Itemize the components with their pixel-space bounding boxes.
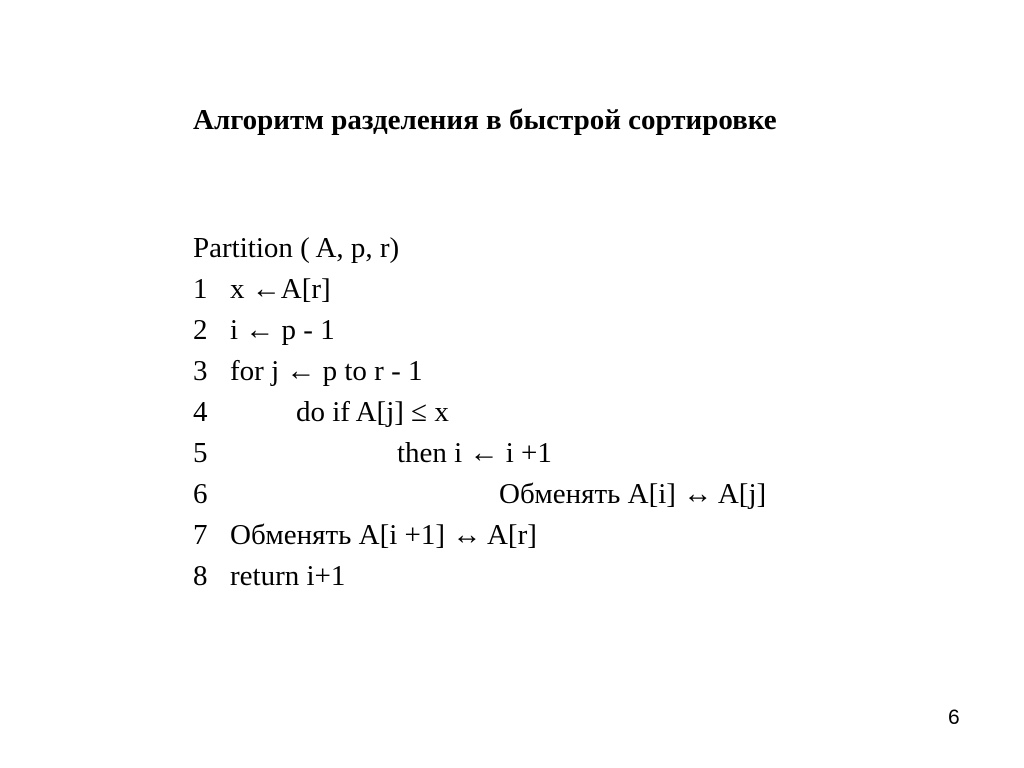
line-number: 4 bbox=[193, 396, 208, 428]
function-signature: Partition ( A, p, r) bbox=[193, 232, 400, 264]
line-text: for j ← p to r - 1 bbox=[230, 355, 423, 387]
code-line-7 bbox=[193, 515, 537, 556]
code-line-6 bbox=[193, 474, 767, 515]
code-line-8 bbox=[193, 556, 399, 597]
code-line-2 bbox=[193, 310, 399, 351]
line-text: i ← p - 1 bbox=[230, 314, 335, 346]
line-number: 1 bbox=[193, 273, 208, 305]
line-number: 3 bbox=[193, 355, 208, 387]
line-text: do if A[j] ≤ x bbox=[296, 396, 449, 428]
line-text: x ←A[r] bbox=[230, 273, 331, 305]
line-number: 6 bbox=[193, 478, 208, 510]
line-text: Обменять A[i] ↔ A[j] bbox=[499, 478, 767, 510]
pseudocode-block bbox=[193, 228, 767, 597]
line-number: 5 bbox=[193, 437, 208, 469]
line-text: then i ← i +1 bbox=[397, 437, 552, 469]
code-line-3 bbox=[193, 351, 423, 392]
line-text: return i+1 bbox=[230, 560, 346, 592]
page-number: 6 bbox=[948, 706, 960, 729]
line-number: 7 bbox=[193, 519, 208, 551]
code-line-1 bbox=[193, 269, 399, 310]
line-number: 8 bbox=[193, 560, 208, 592]
line-number: 2 bbox=[193, 314, 208, 346]
code-line-4 bbox=[193, 392, 449, 433]
line-text: Обменять A[i +1] ↔ A[r] bbox=[230, 519, 537, 551]
code-line-5 bbox=[193, 433, 552, 474]
slide-title: Алгоритм разделения в быстрой сортировке bbox=[193, 104, 777, 136]
